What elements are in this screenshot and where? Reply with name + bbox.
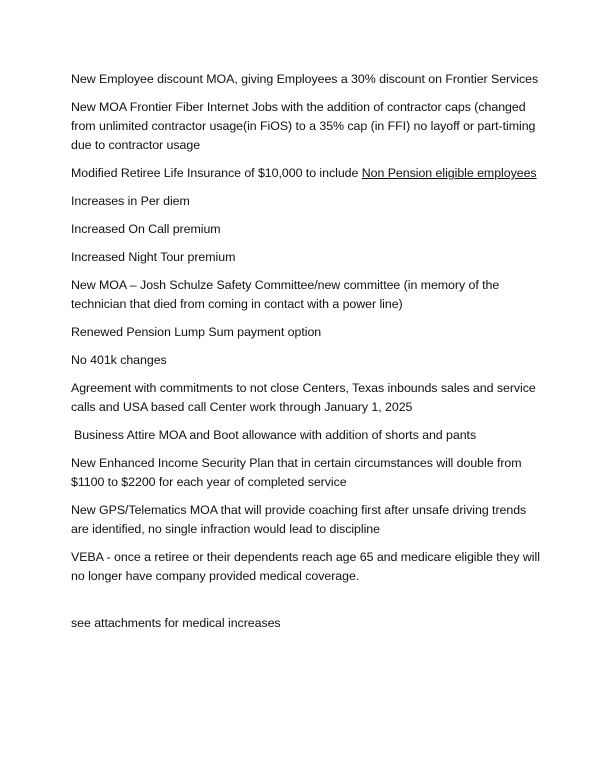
paragraph-centers-agreement: Agreement with commitments to not close Centers, Texas inbounds sales and service calls and USA based call Center work through January 1, 2025 [71,381,536,414]
paragraph-business-attire: Business Attire MOA and Boot allowance with addition of shorts and pants [74,428,477,442]
retiree-life-text: Modified Retiree Life Insurance of $10,000 to include [71,166,362,180]
paragraph-night-tour-premium: Increased Night Tour premium [71,250,236,264]
paragraph-income-security-plan: New Enhanced Income Security Plan that in certain circumstances will double from $1100 to $2200 for each year of completed service [71,456,522,489]
document-body [71,70,541,642]
paragraph-veba: VEBA - once a retiree or their dependents reach age 65 and medicare eligible they will no longer have company provided medical coverage. [71,550,540,583]
paragraph-gps-telematics: New GPS/Telematics MOA that will provide coaching first after unsafe driving trends are identified, no single infraction would lead to discipline [71,503,527,536]
paragraph-per-diem: Increases in Per diem [71,194,190,208]
paragraph-retiree-life-insurance [71,164,541,183]
paragraph-pension-lump-sum: Renewed Pension Lump Sum payment option [71,325,322,339]
paragraph-employee-discount: New Employee discount MOA, giving Employees a 30% discount on Frontier Services [71,72,539,86]
paragraph-fiber-internet-jobs: New MOA Frontier Fiber Internet Jobs with the addition of contractor caps (changed from unlimited contractor usage(in FiOS) to a 35% cap (in FFI) no layoff or part-timing due to contractor usage [71,100,536,152]
paragraph-safety-committee: New MOA – Josh Schulze Safety Committee/new committee (in memory of the technician that died from coming in contact with a power line) [71,278,500,311]
paragraph-on-call-premium: Increased On Call premium [71,222,221,236]
paragraph-401k: No 401k changes [71,353,167,367]
footer-note: see attachments for medical increases [71,616,281,630]
blank-line [71,595,541,614]
non-pension-eligible-underlined: Non Pension eligible employees [361,166,537,180]
